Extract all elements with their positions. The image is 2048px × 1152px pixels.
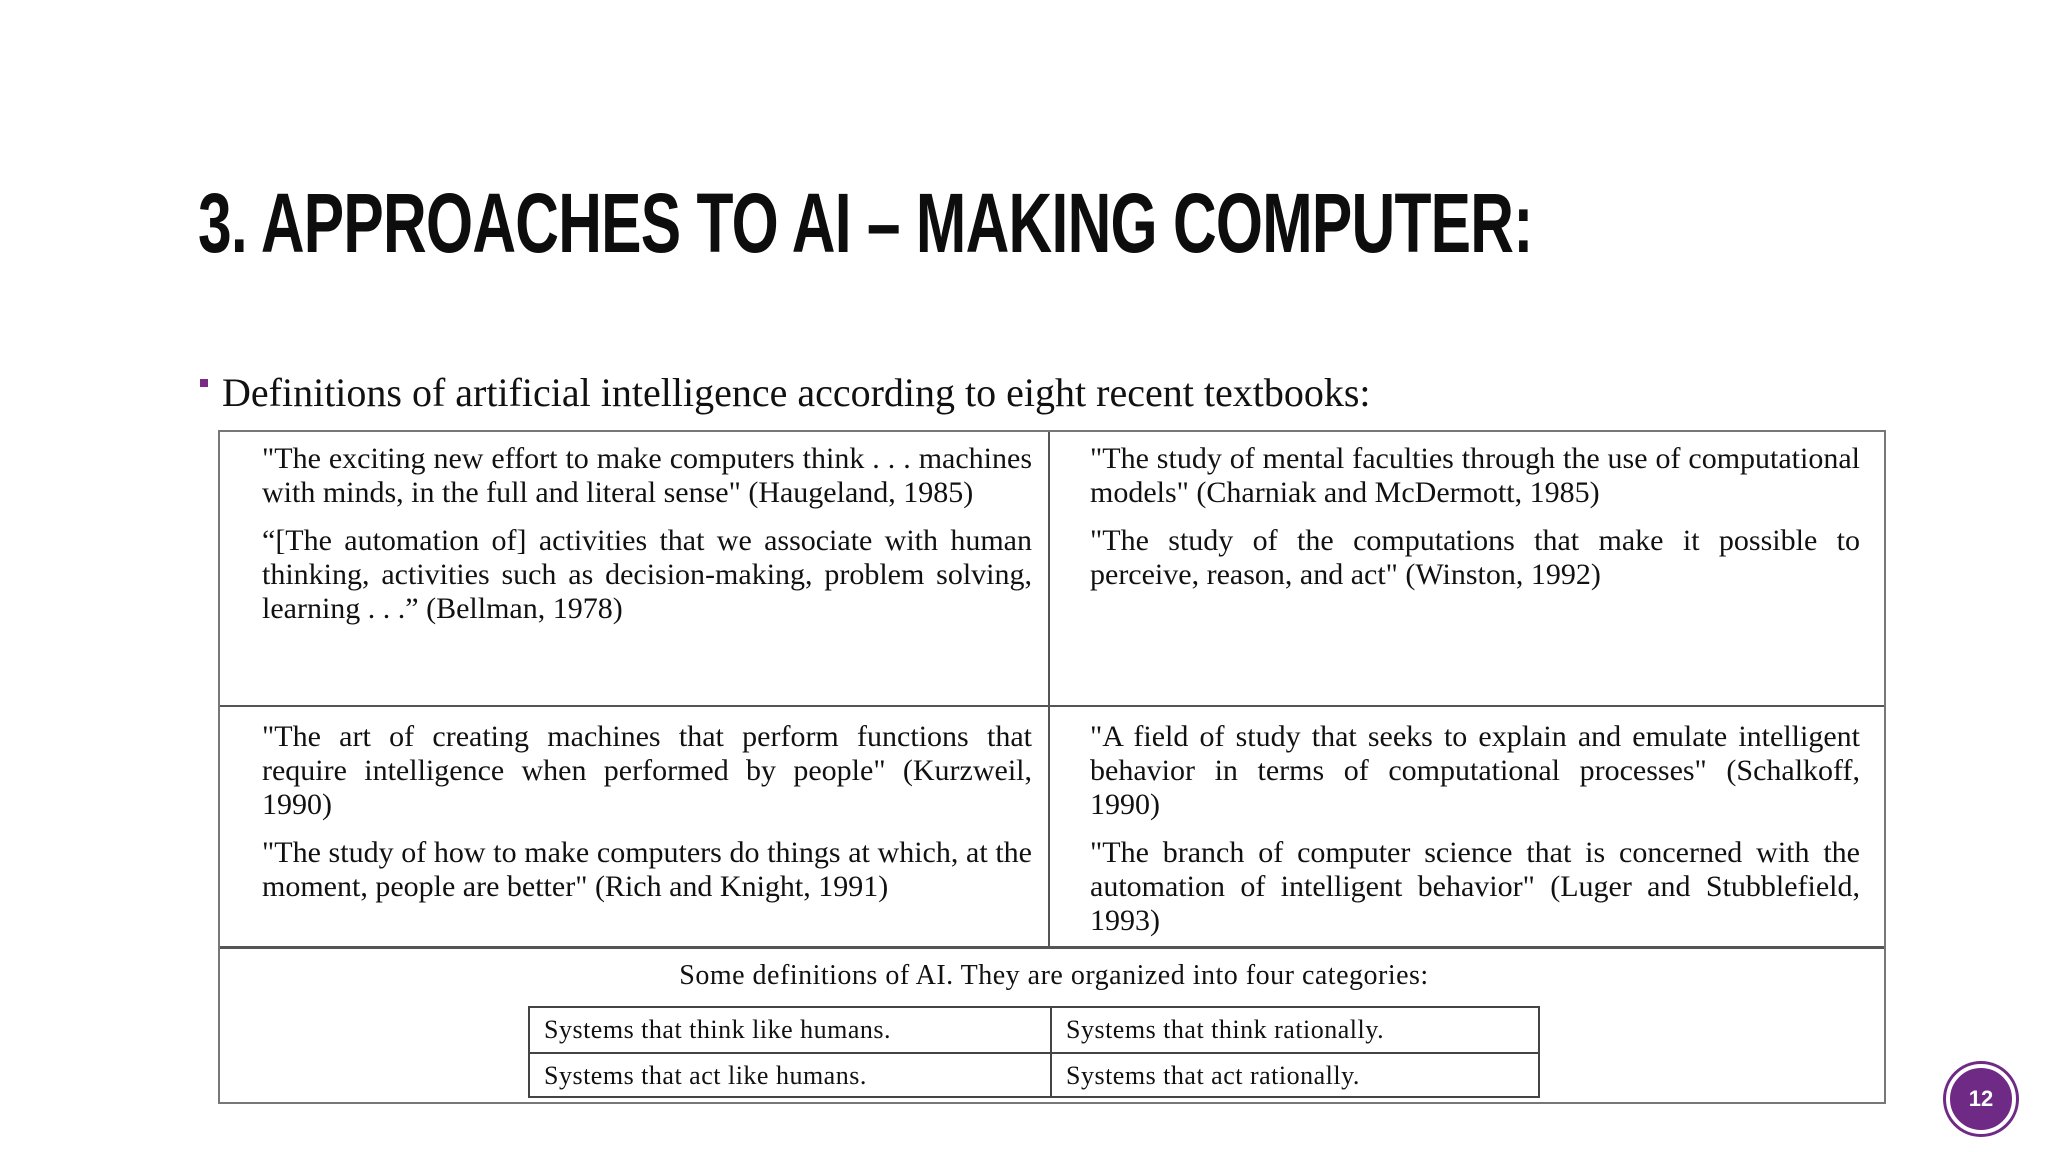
figure-caption: Some definitions of AI. They are organized into four categories: — [679, 960, 1429, 991]
category-think-rationally: Systems that think rationally. — [1066, 1015, 1385, 1044]
slide-title: 3. APPROACHES TO AI – MAKING COMPUTER: — [198, 176, 1533, 270]
bullet-square-icon — [200, 379, 208, 387]
definitions-cell-top-right — [1090, 442, 2048, 606]
definition-bellman: “[The automation of] activities that we associate with human thinking, activities such as decision-making, problem solving, learning . . .” (Bellman, 1978) — [262, 524, 1032, 625]
category-act-humans: Systems that act like humans. — [544, 1061, 867, 1090]
definition-haugeland: "The exciting new effort to make computers think . . . machines with minds, in the full and literal sense" (Haugeland, 1985) — [262, 442, 1032, 509]
page-number-badge: 12 — [1946, 1064, 2016, 1134]
definitions-cell-bottom-right — [1090, 720, 2048, 952]
figure-divider-middle — [220, 705, 1884, 707]
categories-table — [528, 1006, 1540, 1098]
definition-kurzweil: "The art of creating machines that perform functions that require intelligence when performed by people" (Kurzweil, 1990) — [262, 720, 1032, 821]
category-think-humans: Systems that think like humans. — [544, 1015, 891, 1044]
definition-winston: "The study of the computations that make it possible to perceive, reason, and act" (Winston, 1992) — [1090, 524, 1860, 591]
definition-rich-knight: "The study of how to make computers do things at which, at the moment, people are better" (Rich and Knight, 1991) — [262, 836, 1032, 903]
definition-schalkoff: "A field of study that seeks to explain and emulate intelligent behavior in terms of computational processes" (Schalkoff, 1990) — [1090, 720, 1860, 821]
definitions-figure — [218, 430, 1886, 1104]
definitions-cell-top-left — [262, 442, 1230, 640]
definition-luger: "The branch of computer science that is concerned with the automation of intelligent behavior" (Luger and Stubblefield, 1993) — [1090, 836, 1860, 937]
bullet-text: Definitions of artificial intelligence according to eight recent textbooks: — [222, 369, 1371, 415]
definitions-cell-bottom-left — [262, 720, 1230, 918]
category-act-rationally: Systems that act rationally. — [1066, 1061, 1360, 1090]
bullet-item — [200, 366, 1371, 418]
definition-charniak: "The study of mental faculties through the use of computational models" (Charniak and McDermott, 1985) — [1090, 442, 1860, 509]
